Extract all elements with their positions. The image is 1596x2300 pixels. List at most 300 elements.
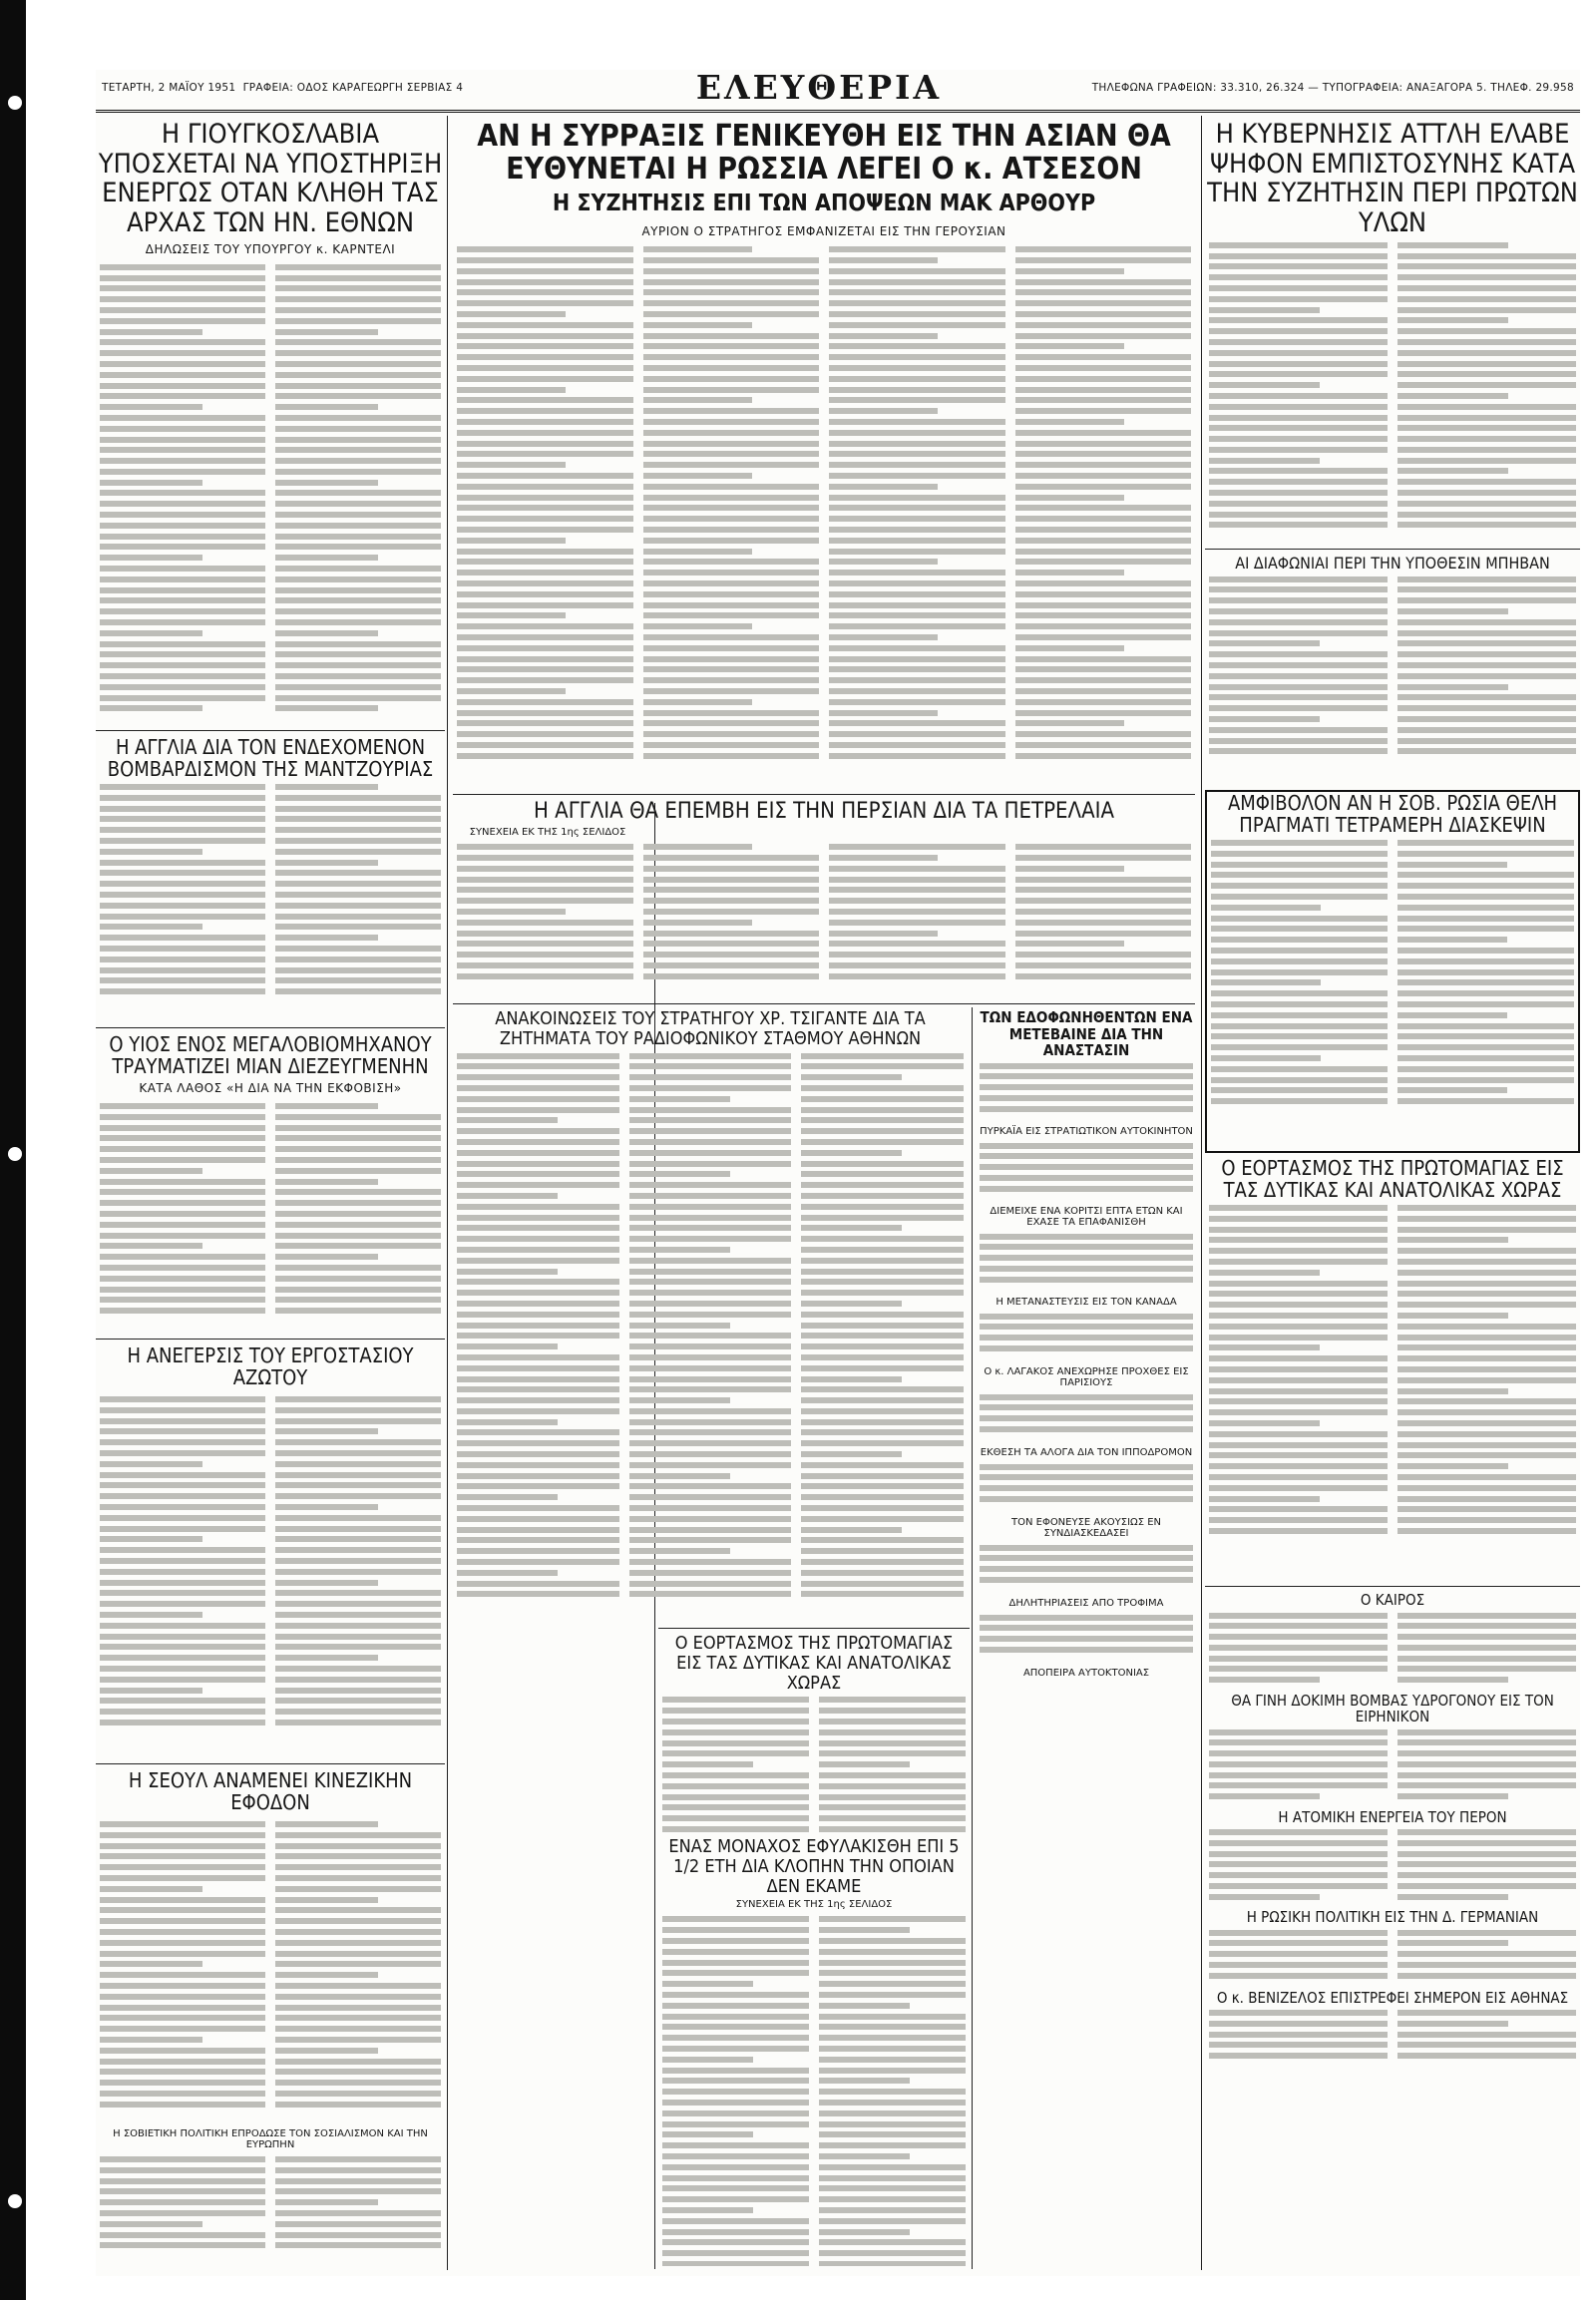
print-line xyxy=(275,1688,441,1694)
print-line xyxy=(1209,586,1388,592)
print-line xyxy=(829,973,1005,979)
print-line xyxy=(1015,677,1192,683)
print-line xyxy=(457,1527,619,1533)
print-line xyxy=(457,279,633,285)
print-line xyxy=(1209,1227,1388,1233)
print-line xyxy=(1209,2010,1388,2016)
print-line xyxy=(1015,699,1192,705)
print-line xyxy=(100,1983,265,1989)
print-line xyxy=(643,656,820,662)
print-line xyxy=(829,505,1005,511)
body-text-placeholder xyxy=(1205,238,1580,542)
print-line xyxy=(1397,393,1508,399)
print-line xyxy=(1397,1782,1576,1788)
print-line xyxy=(275,1961,441,1967)
print-line xyxy=(275,1547,441,1553)
section-rule xyxy=(96,1027,445,1028)
print-line xyxy=(801,1150,902,1156)
print-line xyxy=(1397,382,1576,388)
print-line xyxy=(100,2069,265,2075)
print-line xyxy=(1211,948,1388,954)
print-line xyxy=(819,1970,966,1976)
print-line xyxy=(100,1308,265,1314)
headline-hostage: ΤΩΝ ΕΔΟΦΩΝΗΘΕΝΤΩΝ ΕΝΑ ΜΕΤΕΒΑΙΝΕ ΔΙΑ ΤΗΝ ΑΝΑΣΤΑΣΙΝ xyxy=(980,1009,1193,1059)
print-line xyxy=(1397,1442,1576,1448)
print-line xyxy=(629,1591,792,1597)
print-line xyxy=(275,523,441,529)
print-line xyxy=(1015,612,1192,618)
print-line xyxy=(1397,748,1576,754)
print-line xyxy=(275,2080,441,2086)
print-line xyxy=(275,361,441,367)
print-line xyxy=(1015,898,1192,904)
print-line xyxy=(275,1972,378,1978)
print-line xyxy=(275,2102,441,2108)
print-line xyxy=(100,784,265,790)
print-line xyxy=(980,1277,1193,1283)
headline-venizelos: Η ΡΩΣΙΚΗ ΠΟΛΙΤΙΚΗ ΕΙΣ ΤΗΝ Δ. ΓΕΡΜΑΝΙΑΝ xyxy=(1246,1908,1539,1926)
print-line xyxy=(1015,909,1192,915)
print-line xyxy=(100,555,202,561)
print-line xyxy=(801,1258,964,1264)
column-rule xyxy=(1201,116,1202,2270)
print-line xyxy=(1209,1366,1388,1372)
print-line xyxy=(100,2242,265,2248)
print-line xyxy=(1209,1793,1320,1799)
print-line xyxy=(629,1397,730,1403)
print-line xyxy=(457,866,633,872)
print-line xyxy=(1211,937,1388,943)
section-rule xyxy=(96,1763,445,1764)
print-line xyxy=(100,1450,265,1456)
print-line xyxy=(1015,430,1192,436)
print-line xyxy=(275,630,378,636)
print-line xyxy=(629,1548,730,1554)
print-line xyxy=(643,591,820,597)
binding-hole xyxy=(8,2194,22,2208)
print-line xyxy=(275,587,441,593)
print-line xyxy=(1397,651,1576,657)
print-line xyxy=(819,2164,966,2170)
print-line xyxy=(1397,1270,1576,1276)
print-line xyxy=(275,307,441,313)
print-line xyxy=(819,2250,966,2256)
print-line xyxy=(1397,1098,1574,1104)
print-line xyxy=(1209,1962,1388,1968)
print-line xyxy=(643,612,820,618)
print-line xyxy=(980,1314,1193,1320)
print-line xyxy=(275,619,441,625)
print-line xyxy=(643,866,820,872)
print-line xyxy=(100,2037,202,2043)
print-line xyxy=(643,887,820,893)
print-line xyxy=(1015,484,1192,490)
print-line xyxy=(629,1354,792,1360)
print-line xyxy=(1015,952,1192,958)
print-line xyxy=(100,1720,265,1725)
print-line xyxy=(1209,630,1388,636)
print-line xyxy=(1397,948,1574,954)
print-line xyxy=(1397,716,1576,722)
print-line xyxy=(980,1175,1193,1181)
print-line xyxy=(100,1634,265,1640)
print-line xyxy=(629,1247,730,1253)
print-line xyxy=(1211,894,1388,900)
print-line xyxy=(275,1644,441,1650)
print-line xyxy=(980,1566,1193,1572)
print-line xyxy=(1209,1344,1320,1350)
print-line xyxy=(662,2142,809,2148)
print-line xyxy=(100,2178,265,2184)
print-line xyxy=(662,1740,809,1746)
print-line xyxy=(100,383,265,389)
article-may-day xyxy=(1205,1157,1580,1586)
print-line xyxy=(1397,1216,1576,1222)
print-line xyxy=(1397,2010,1576,2016)
print-line xyxy=(801,1559,964,1565)
print-line xyxy=(275,2210,441,2216)
print-line xyxy=(643,931,820,937)
print-line xyxy=(980,1545,1193,1551)
print-line xyxy=(1209,1528,1388,1534)
print-line xyxy=(643,909,820,915)
print-line xyxy=(100,437,265,443)
print-line xyxy=(1397,2021,1508,2027)
print-line xyxy=(1397,1001,1574,1007)
print-line xyxy=(643,634,820,640)
print-line xyxy=(457,1247,619,1253)
print-line xyxy=(1397,1485,1576,1491)
print-line xyxy=(100,393,265,399)
print-line xyxy=(801,1161,964,1167)
print-line xyxy=(100,587,265,593)
print-line xyxy=(662,2110,809,2116)
print-line xyxy=(1397,1431,1576,1437)
print-line xyxy=(819,1960,966,1966)
print-line xyxy=(662,2035,809,2041)
print-line xyxy=(819,2185,966,2191)
print-line xyxy=(275,404,378,410)
print-line xyxy=(1015,720,1124,726)
print-line xyxy=(1397,1335,1576,1341)
print-line xyxy=(829,602,1005,608)
print-line xyxy=(457,1063,619,1069)
print-line xyxy=(1015,920,1192,926)
print-line xyxy=(275,1634,441,1640)
print-line xyxy=(1211,905,1321,911)
print-line xyxy=(1209,716,1320,722)
print-line xyxy=(980,1345,1193,1351)
print-line xyxy=(275,1601,441,1607)
print-line xyxy=(629,1096,730,1102)
print-line xyxy=(662,2196,809,2202)
print-line xyxy=(1209,1872,1388,1878)
print-line xyxy=(1209,1452,1388,1458)
print-line xyxy=(100,1407,265,1413)
print-line xyxy=(457,1559,619,1565)
print-line xyxy=(662,1783,809,1789)
print-line xyxy=(100,1832,265,1838)
print-line xyxy=(643,844,752,850)
print-line xyxy=(100,1688,202,1694)
print-line xyxy=(662,2239,809,2245)
print-line xyxy=(457,549,633,555)
print-line xyxy=(801,1323,964,1329)
print-line xyxy=(662,1970,809,1976)
print-line xyxy=(275,576,441,582)
print-line xyxy=(1397,371,1576,377)
print-line xyxy=(801,1343,964,1349)
heading-lagakos: Η ΜΕΤΑΝΑΣΤΕΥΣΙΣ ΕΙΣ ΤΟΝ ΚΑΝΑΔΑ xyxy=(996,1296,1177,1308)
print-line xyxy=(629,1150,792,1156)
print-line xyxy=(100,1843,265,1849)
print-line xyxy=(100,870,265,876)
print-line xyxy=(1015,322,1192,328)
print-line xyxy=(980,1186,1193,1192)
print-line xyxy=(1209,640,1320,646)
print-line xyxy=(275,1125,441,1131)
print-line xyxy=(100,924,202,930)
print-line xyxy=(662,2250,809,2256)
print-line xyxy=(100,469,265,475)
print-line xyxy=(643,257,820,263)
print-line xyxy=(829,538,1005,544)
section-rule xyxy=(658,1628,970,1629)
print-line xyxy=(1397,1930,1576,1936)
print-line xyxy=(819,1927,910,1933)
print-line xyxy=(457,1107,619,1113)
print-line xyxy=(457,1171,619,1177)
print-line xyxy=(275,501,441,507)
print-line xyxy=(801,1397,964,1403)
print-line xyxy=(100,651,265,657)
print-line xyxy=(275,784,378,790)
print-line xyxy=(980,1095,1193,1101)
print-line xyxy=(275,1655,378,1661)
print-line xyxy=(457,1096,619,1102)
print-line xyxy=(1015,343,1124,349)
print-line xyxy=(643,602,820,608)
print-line xyxy=(1209,1291,1388,1297)
print-line xyxy=(1015,855,1192,861)
print-line xyxy=(829,451,1005,457)
print-line xyxy=(662,2057,753,2063)
print-line xyxy=(457,1161,619,1167)
print-line xyxy=(100,1623,265,1629)
print-line xyxy=(457,1150,619,1156)
print-line xyxy=(980,1073,1193,1079)
print-line xyxy=(801,1074,902,1080)
print-line xyxy=(1015,931,1192,937)
print-line xyxy=(643,343,820,349)
print-line xyxy=(457,505,633,511)
print-line xyxy=(829,962,1005,968)
print-line xyxy=(275,318,441,324)
print-line xyxy=(275,870,441,876)
print-line xyxy=(643,570,820,575)
body-text-placeholder xyxy=(96,2152,445,2256)
print-line xyxy=(457,1419,558,1425)
print-line xyxy=(1209,619,1388,625)
print-line xyxy=(1397,1023,1574,1029)
print-line xyxy=(829,866,1005,872)
print-line xyxy=(629,1386,792,1392)
print-line xyxy=(1209,1216,1388,1222)
print-line xyxy=(1015,365,1192,371)
print-line xyxy=(1211,1033,1388,1039)
print-line xyxy=(1397,447,1576,453)
print-line xyxy=(1015,246,1192,252)
print-line xyxy=(457,1516,619,1522)
print-line xyxy=(829,268,1005,274)
print-line xyxy=(275,1287,441,1293)
print-line xyxy=(662,2121,809,2127)
print-line xyxy=(1209,1248,1388,1254)
print-line xyxy=(829,408,938,414)
print-line xyxy=(1397,1012,1507,1018)
print-line xyxy=(980,1426,1193,1432)
print-line xyxy=(275,1886,441,1892)
print-line xyxy=(457,844,633,850)
print-line xyxy=(829,365,1005,371)
print-line xyxy=(1397,1248,1576,1254)
print-line xyxy=(1397,1420,1576,1426)
print-line xyxy=(1015,516,1192,522)
print-line xyxy=(662,2207,753,2213)
print-line xyxy=(980,1324,1193,1330)
headline-nitrogen: Ο ΕΟΡΤΑΣΜΟΣ ΤΗΣ ΠΡΩΤΟΜΑΓΙΑΣ ΕΙΣ ΤΑΣ ΔΥΤΙΚΑΣ ΚΑΙ ΑΝΑΤΟΛΙΚΑΣ ΧΩΡΑΣ xyxy=(674,1634,954,1694)
print-line xyxy=(819,1729,966,1735)
print-line xyxy=(100,935,265,941)
print-line xyxy=(100,957,265,962)
print-line xyxy=(457,484,633,490)
print-line xyxy=(100,1612,202,1618)
print-line xyxy=(100,1907,265,1913)
print-line xyxy=(1397,1087,1507,1093)
print-line xyxy=(457,1354,619,1360)
print-line xyxy=(457,1408,619,1414)
print-line xyxy=(662,2218,809,2224)
print-line xyxy=(1209,393,1388,399)
print-line xyxy=(662,1750,809,1756)
print-line xyxy=(100,608,265,614)
headline-may-day: Ο ΕΟΡΤΑΣΜΟΣ ΤΗΣ ΠΡΩΤΟΜΑΓΙΑΣ ΕΙΣ ΤΑΣ ΔΥΤΙΚΑΣ ΚΑΙ ΑΝΑΤΟΛΙΚΑΣ ΧΩΡΑΣ xyxy=(1221,1157,1564,1202)
print-line xyxy=(1209,1739,1388,1745)
print-line xyxy=(457,1312,619,1318)
print-line xyxy=(1015,731,1192,737)
print-line xyxy=(801,1354,964,1360)
print-line xyxy=(1015,753,1192,759)
print-line xyxy=(275,350,441,356)
print-line xyxy=(457,909,566,915)
print-line xyxy=(100,860,265,866)
print-line xyxy=(457,1333,619,1339)
print-line xyxy=(457,365,633,371)
print-line xyxy=(100,1536,202,1542)
heading-poisoning: ΤΟΝ ΕΦΟΝΕΥΣΕ ΑΚΟΥΣΙΩΣ ΕΝ ΣΥΝΔΙΑΣΚΕΔΑΣΕΙ xyxy=(1010,1516,1161,1539)
print-line xyxy=(1209,274,1388,280)
print-line xyxy=(275,651,441,657)
print-line xyxy=(819,1949,966,1955)
print-line xyxy=(1209,651,1388,657)
print-line xyxy=(1209,597,1388,603)
print-line xyxy=(275,1940,441,1946)
print-line xyxy=(1397,1409,1576,1415)
print-line xyxy=(629,1053,792,1059)
print-line xyxy=(801,1473,964,1479)
print-line xyxy=(1397,253,1576,259)
print-line xyxy=(980,1335,1193,1341)
heading-suicide: ΔΗΛΗΤΗΡΙΑΣΕΙΣ ΑΠΟ ΤΡΟΦΙΜΑ xyxy=(1008,1597,1164,1609)
print-line xyxy=(643,289,820,295)
print-line xyxy=(1397,694,1576,700)
print-line xyxy=(1397,1355,1576,1361)
headline-tsigante: ΑΝΑΚΟΙΝΩΣΕΙΣ ΤΟΥ ΣΤΡΑΤΗΓΟΥ ΧΡ. ΤΣΙΓΑΝΤΕ ΔΙΑ ΤΑ ΖΗΤΗΜΑΤΑ ΤΟΥ ΡΑΔΙΟΦΩΝΙΚΟΥ ΣΤΑΘΜΟΥ ΑΘΗΝΩΝ xyxy=(495,1009,926,1049)
print-line xyxy=(819,2046,966,2052)
print-line xyxy=(1015,656,1192,662)
print-line xyxy=(457,408,633,414)
print-line xyxy=(275,1114,441,1120)
print-line xyxy=(1397,501,1576,507)
print-line xyxy=(829,376,1005,382)
print-line xyxy=(100,673,265,679)
print-line xyxy=(100,1287,265,1293)
subhead-industrialist-son: ΚΑΤΑ ΛΑΘΟΣ «Η ΔΙΑ ΝΑ ΤΗΝ ΕΚΦΟΒΙΣΗ» xyxy=(139,1081,402,1095)
print-line xyxy=(100,1135,265,1141)
print-line xyxy=(1209,468,1388,474)
print-line xyxy=(662,2089,809,2095)
print-line xyxy=(643,354,820,360)
print-line xyxy=(643,973,820,979)
print-line xyxy=(275,1590,441,1596)
print-line xyxy=(100,1200,265,1206)
section-rule xyxy=(453,794,1195,795)
print-line xyxy=(829,898,1005,904)
print-line xyxy=(1397,296,1576,302)
print-line xyxy=(275,816,441,822)
print-line xyxy=(1397,274,1576,280)
print-line xyxy=(100,1644,265,1650)
print-line xyxy=(100,1189,265,1195)
print-line xyxy=(100,795,265,801)
print-line xyxy=(275,1146,441,1152)
print-line xyxy=(1397,684,1508,690)
print-line xyxy=(1015,549,1192,555)
article-small-news xyxy=(976,1009,1197,2268)
print-line xyxy=(801,1537,964,1543)
print-line xyxy=(275,1493,441,1499)
print-line xyxy=(275,1853,441,1859)
print-line xyxy=(1209,1623,1388,1629)
print-line xyxy=(801,1301,902,1307)
print-line xyxy=(275,1297,441,1303)
print-line xyxy=(275,1254,378,1260)
print-line xyxy=(100,641,265,647)
print-line xyxy=(629,1193,792,1199)
print-line xyxy=(1211,872,1388,878)
section-rule xyxy=(1205,549,1580,550)
print-line xyxy=(643,731,820,737)
print-line xyxy=(1397,738,1576,744)
print-line xyxy=(643,311,820,317)
print-line xyxy=(275,608,441,614)
print-line xyxy=(801,1365,964,1371)
print-line xyxy=(643,484,820,490)
print-line xyxy=(457,333,633,339)
print-line xyxy=(1397,1761,1576,1767)
print-line xyxy=(662,1761,753,1767)
print-line xyxy=(275,1461,441,1467)
